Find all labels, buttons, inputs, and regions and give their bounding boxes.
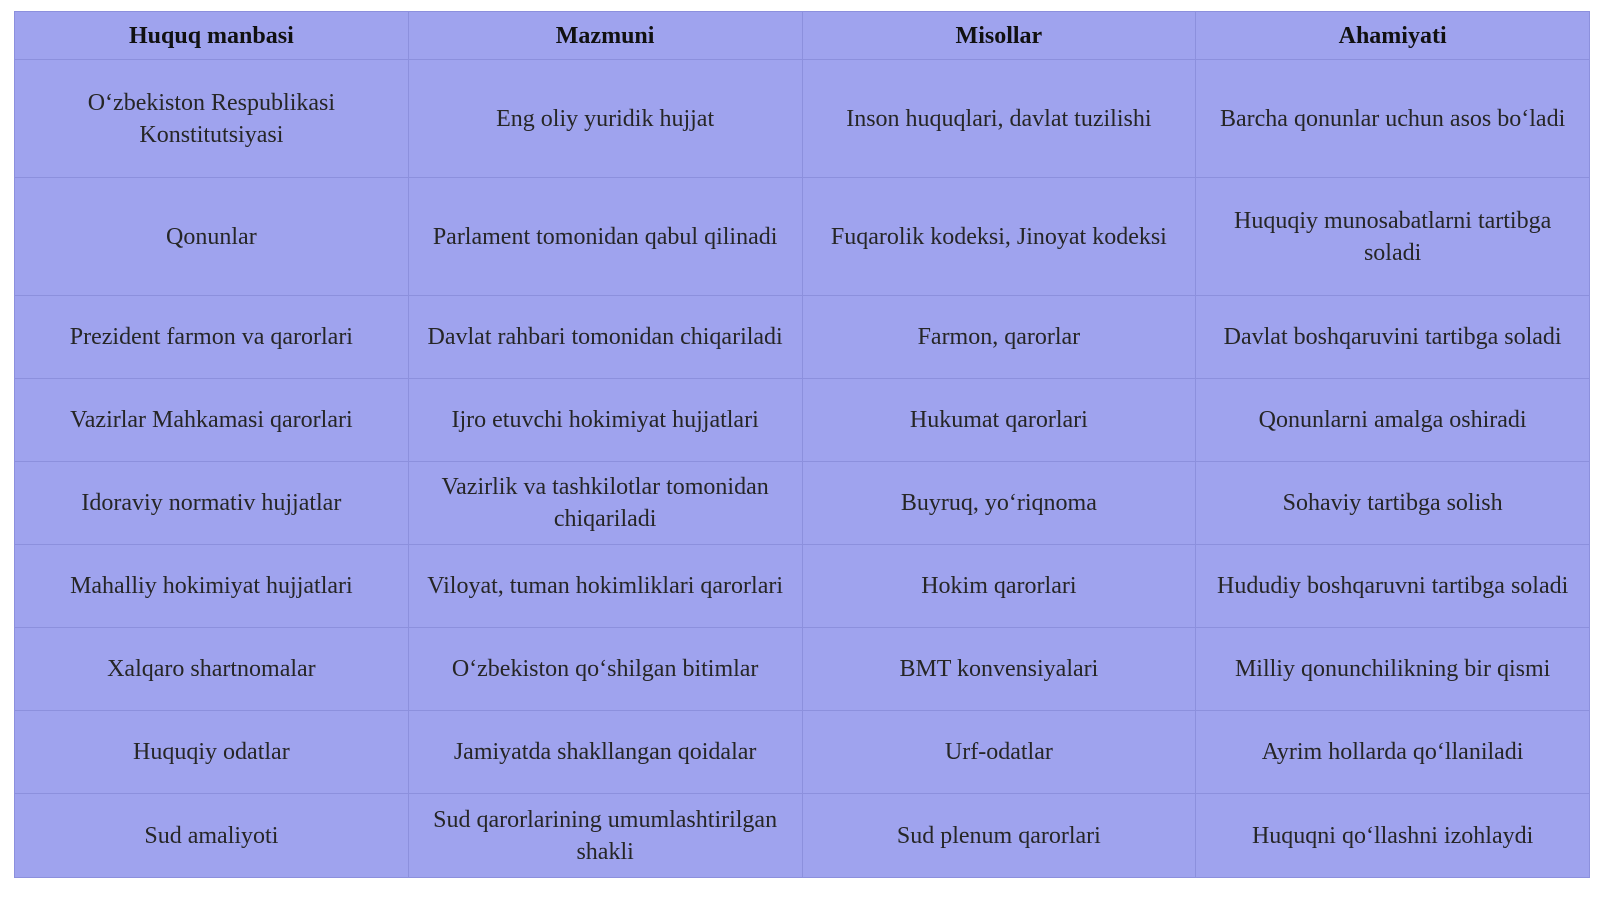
table-cell: Qonunlar — [15, 178, 409, 296]
table-cell: Hokim qarorlari — [802, 545, 1196, 628]
table-row — [15, 60, 1590, 178]
table-cell: Urf-odatlar — [802, 711, 1196, 794]
table-cell: Hududiy boshqaruvni tartibga soladi — [1196, 545, 1590, 628]
table-row — [15, 545, 1590, 628]
table-cell: O‘zbekiston Respublikasi Konstitutsiyasi — [15, 60, 409, 178]
table-cell: Vazirlar Mahkamasi qarorlari — [15, 379, 409, 462]
table-cell: Viloyat, tuman hokimliklari qarorlari — [408, 545, 802, 628]
table-row — [15, 794, 1590, 878]
sources-table-container — [14, 11, 1590, 878]
header-cell-importance: Ahamiyati — [1196, 12, 1590, 60]
table-row — [15, 462, 1590, 545]
table-cell: Davlat rahbari tomonidan chiqariladi — [408, 296, 802, 379]
table-cell: Farmon, qarorlar — [802, 296, 1196, 379]
table-row — [15, 296, 1590, 379]
table-cell: BMT konvensiyalari — [802, 628, 1196, 711]
header-cell-examples: Misollar — [802, 12, 1196, 60]
table-cell: Huquqiy odatlar — [15, 711, 409, 794]
table-cell: Milliy qonunchilikning bir qismi — [1196, 628, 1590, 711]
table-cell: Sohaviy tartibga solish — [1196, 462, 1590, 545]
table-cell: O‘zbekiston qo‘shilgan bitimlar — [408, 628, 802, 711]
table-cell: Sud amaliyoti — [15, 794, 409, 878]
table-cell: Qonunlarni amalga oshiradi — [1196, 379, 1590, 462]
table-cell: Barcha qonunlar uchun asos bo‘ladi — [1196, 60, 1590, 178]
table-cell: Inson huquqlari, davlat tuzilishi — [802, 60, 1196, 178]
table-cell: Sud plenum qarorlari — [802, 794, 1196, 878]
table-cell: Buyruq, yo‘riqnoma — [802, 462, 1196, 545]
table-cell: Xalqaro shartnomalar — [15, 628, 409, 711]
table-row — [15, 628, 1590, 711]
table-cell: Parlament tomonidan qabul qilinadi — [408, 178, 802, 296]
table-cell: Fuqarolik kodeksi, Jinoyat kodeksi — [802, 178, 1196, 296]
table-cell: Idoraviy normativ hujjatlar — [15, 462, 409, 545]
table-cell: Huquqiy munosabatlarni tartibga soladi — [1196, 178, 1590, 296]
legal-sources-table — [14, 11, 1590, 878]
table-row — [15, 711, 1590, 794]
table-cell: Hukumat qarorlari — [802, 379, 1196, 462]
table-cell: Huquqni qo‘llashni izohlaydi — [1196, 794, 1590, 878]
table-cell: Sud qarorlarining umumlashtirilgan shakli — [408, 794, 802, 878]
header-cell-content: Mazmuni — [408, 12, 802, 60]
table-row — [15, 178, 1590, 296]
table-cell: Davlat boshqaruvini tartibga soladi — [1196, 296, 1590, 379]
header-row — [15, 12, 1590, 60]
table-cell: Vazirlik va tashkilotlar tomonidan chiqariladi — [408, 462, 802, 545]
table-cell: Ijro etuvchi hokimiyat hujjatlari — [408, 379, 802, 462]
table-cell: Jamiyatda shakllangan qoidalar — [408, 711, 802, 794]
table-cell: Prezident farmon va qarorlari — [15, 296, 409, 379]
header-cell-source: Huquq manbasi — [15, 12, 409, 60]
table-cell: Eng oliy yuridik hujjat — [408, 60, 802, 178]
table-row — [15, 379, 1590, 462]
table-cell: Mahalliy hokimiyat hujjatlari — [15, 545, 409, 628]
table-cell: Ayrim hollarda qo‘llaniladi — [1196, 711, 1590, 794]
